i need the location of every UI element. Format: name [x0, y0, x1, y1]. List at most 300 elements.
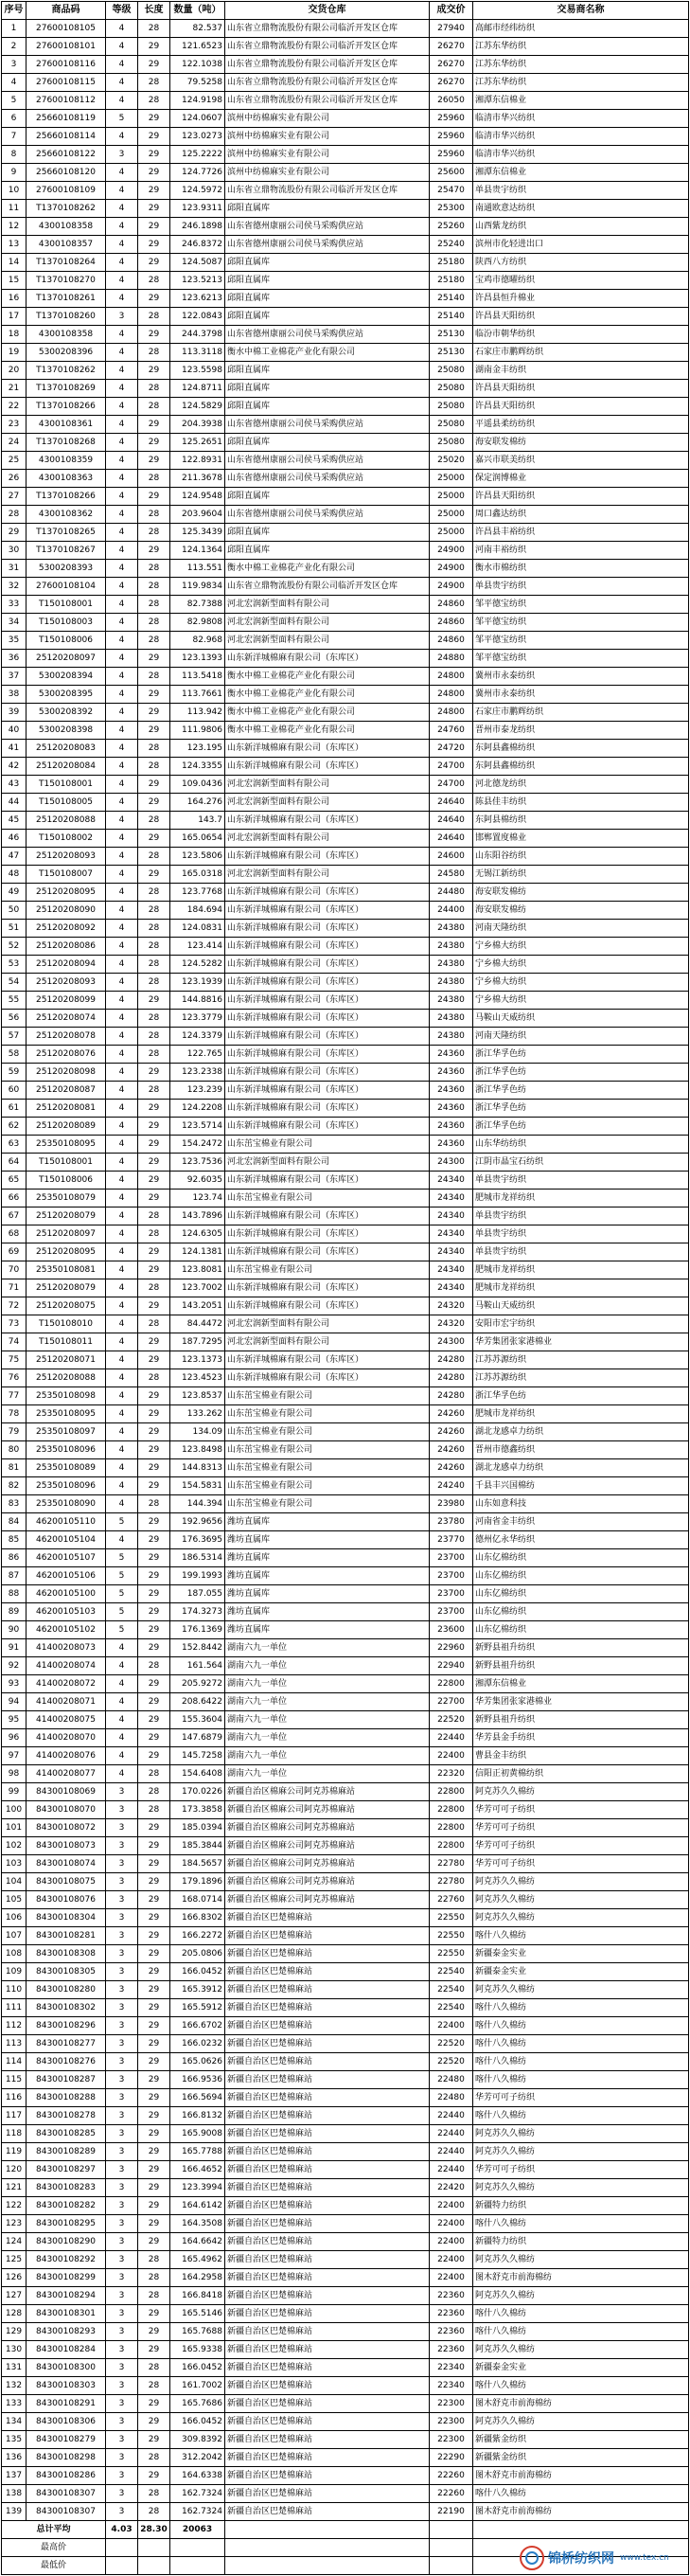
- cell-trader: 石家庄市鹏辉纺织: [473, 704, 689, 722]
- table-row: [2, 992, 689, 1010]
- cell-trader: 新野县祖升纺织: [473, 1639, 689, 1657]
- cell-quantity: 154.6408: [170, 1765, 225, 1783]
- cell-serial: 89: [2, 1603, 27, 1621]
- cell-length: 29: [138, 1927, 170, 1945]
- cell-product-code: 84300108298: [27, 2449, 106, 2467]
- cell-warehouse: 邱阳直属库: [225, 290, 430, 308]
- cell-warehouse: 邱阳直属库: [225, 362, 430, 380]
- cell-product-code: 84300108291: [27, 2395, 106, 2413]
- cell-warehouse: 新疆自治区巴楚棉麻站: [225, 2179, 430, 2197]
- cell-price: 24700: [430, 758, 473, 776]
- cell-price: 22520: [430, 1711, 473, 1729]
- cell-quantity: 109.0436: [170, 776, 225, 794]
- cell-quantity: 124.0831: [170, 920, 225, 938]
- table-row: [2, 2233, 689, 2251]
- cell-length: 29: [138, 1549, 170, 1567]
- cell-quantity: 124.7726: [170, 164, 225, 182]
- cell-serial: 8: [2, 146, 27, 164]
- cell-serial: 101: [2, 1819, 27, 1837]
- cell-quantity: 312.2042: [170, 2449, 225, 2467]
- cell-serial: 100: [2, 1801, 27, 1819]
- cell-quantity: 145.7258: [170, 1747, 225, 1765]
- cell-warehouse: 衡水中棉工业棉花产业化有限公司: [225, 722, 430, 740]
- cell-serial: 99: [2, 1783, 27, 1801]
- cell-warehouse: 山东省立鼎物流股份有限公司临沂开发区仓库: [225, 74, 430, 92]
- cell-length: 29: [138, 1603, 170, 1621]
- cell-product-code: 46200105104: [27, 1531, 106, 1549]
- cell-serial: 83: [2, 1495, 27, 1513]
- min-price-label: 最低价: [2, 2557, 106, 2575]
- cell-serial: 3: [2, 56, 27, 74]
- cell-quantity: 152.8442: [170, 1639, 225, 1657]
- cell-product-code: 5300208394: [27, 668, 106, 686]
- cell-trader: 南通欧意达纺织: [473, 200, 689, 218]
- cell-product-code: 41400208076: [27, 1747, 106, 1765]
- cell-quantity: 166.0452: [170, 2413, 225, 2431]
- cell-length: 28: [138, 758, 170, 776]
- cell-serial: 71: [2, 1279, 27, 1297]
- cell-serial: 23: [2, 416, 27, 434]
- cell-quantity: 208.6422: [170, 1693, 225, 1711]
- cell-quantity: 166.0452: [170, 2359, 225, 2377]
- cell-grade: 4: [106, 254, 138, 272]
- cell-price: 22760: [430, 1891, 473, 1909]
- cell-product-code: 84300108073: [27, 1837, 106, 1855]
- cell-product-code: 84300108303: [27, 2377, 106, 2395]
- cell-warehouse: 山东省德州康丽公司侯马采购供应站: [225, 236, 430, 254]
- cell-trader: 阿克苏久久棉纺: [473, 2251, 689, 2269]
- cell-price: 22400: [430, 1747, 473, 1765]
- cell-warehouse: 湖南六九一单位: [225, 1675, 430, 1693]
- cell-product-code: 84300108277: [27, 2035, 106, 2053]
- cell-quantity: 166.5694: [170, 2089, 225, 2107]
- cell-price: 23600: [430, 1621, 473, 1639]
- cell-price: 24340: [430, 1190, 473, 1208]
- cell-price: 23980: [430, 1495, 473, 1513]
- cell-serial: 126: [2, 2269, 27, 2287]
- header-trader: 交易商名称: [473, 2, 689, 20]
- cell-length: 28: [138, 1028, 170, 1046]
- cell-grade: 4: [106, 398, 138, 416]
- cell-length: 29: [138, 722, 170, 740]
- cell-product-code: 41400208072: [27, 1675, 106, 1693]
- cell-warehouse: 潍坊直属库: [225, 1513, 430, 1531]
- cell-warehouse: 新疆自治区巴楚棉麻站: [225, 1909, 430, 1927]
- cell-grade: 4: [106, 218, 138, 236]
- cell-trader: 阿克苏久久棉纺: [473, 2341, 689, 2359]
- cell-trader: 滨州市化轻进出口: [473, 236, 689, 254]
- cell-product-code: 84300108280: [27, 1981, 106, 1999]
- cell-grade: 4: [106, 776, 138, 794]
- cell-warehouse: 新疆自治区巴楚棉麻站: [225, 2377, 430, 2395]
- cell-trader: 喀什八久棉纺: [473, 2053, 689, 2071]
- cell-quantity: 122.0843: [170, 308, 225, 326]
- cell-warehouse: 新疆自治区棉麻公司阿克苏棉麻站: [225, 1891, 430, 1909]
- table-row: [2, 1495, 689, 1513]
- cell-length: 28: [138, 2485, 170, 2503]
- cell-grade: 5: [106, 1603, 138, 1621]
- cell-serial: 116: [2, 2089, 27, 2107]
- cell-product-code: 25120208090: [27, 902, 106, 920]
- cell-serial: 68: [2, 1225, 27, 1243]
- cell-length: 29: [138, 2323, 170, 2341]
- max-warehouse: [225, 2539, 430, 2557]
- cell-grade: 4: [106, 1675, 138, 1693]
- cell-product-code: 27600108116: [27, 56, 106, 74]
- cell-warehouse: 山东茁宝棉业有限公司: [225, 1190, 430, 1208]
- cell-quantity: 122.1038: [170, 56, 225, 74]
- cell-serial: 93: [2, 1675, 27, 1693]
- cell-serial: 74: [2, 1333, 27, 1351]
- cell-price: 24340: [430, 1261, 473, 1279]
- table-row: [2, 596, 689, 614]
- cell-price: 25000: [430, 488, 473, 506]
- cell-serial: 62: [2, 1118, 27, 1136]
- cell-quantity: 187.7295: [170, 1333, 225, 1351]
- cell-price: 22550: [430, 1909, 473, 1927]
- cell-product-code: 84300108075: [27, 1873, 106, 1891]
- cell-warehouse: 河北宏润新型面料有限公司: [225, 596, 430, 614]
- cell-quantity: 123.195: [170, 740, 225, 758]
- cell-product-code: 25120208094: [27, 956, 106, 974]
- table-row: [2, 2017, 689, 2035]
- cell-serial: 81: [2, 1459, 27, 1477]
- cell-length: 29: [138, 2467, 170, 2485]
- cell-serial: 95: [2, 1711, 27, 1729]
- table-row: [2, 758, 689, 776]
- cell-quantity: 82.537: [170, 20, 225, 38]
- cell-trader: 新疆泰金实业: [473, 1963, 689, 1981]
- cell-warehouse: 河北宏润新型面料有限公司: [225, 830, 430, 848]
- cell-price: 22440: [430, 2125, 473, 2143]
- cell-grade: 4: [106, 1459, 138, 1477]
- cell-grade: 3: [106, 2161, 138, 2179]
- cell-quantity: 123.7002: [170, 1279, 225, 1297]
- cell-price: 25960: [430, 128, 473, 146]
- cell-warehouse: 河北宏润新型面料有限公司: [225, 1315, 430, 1333]
- cell-quantity: 123.414: [170, 938, 225, 956]
- cell-grade: 4: [106, 1028, 138, 1046]
- cell-warehouse: 山东新洋城棉麻有限公司（东库区）: [225, 1243, 430, 1261]
- cell-trader: 华芳集团张家港棉业: [473, 1333, 689, 1351]
- cell-serial: 114: [2, 2053, 27, 2071]
- cell-serial: 15: [2, 272, 27, 290]
- table-row: [2, 1297, 689, 1315]
- cell-product-code: 84300108278: [27, 2107, 106, 2125]
- cell-quantity: 113.7661: [170, 686, 225, 704]
- cell-warehouse: 山东省立鼎物流股份有限公司临沂开发区仓库: [225, 92, 430, 110]
- cell-serial: 133: [2, 2395, 27, 2413]
- cell-trader: 阿克苏久久棉纺: [473, 1981, 689, 1999]
- cell-quantity: 165.0318: [170, 866, 225, 884]
- table-row: [2, 488, 689, 506]
- table-row: [2, 794, 689, 812]
- cell-length: 28: [138, 1369, 170, 1387]
- cell-serial: 51: [2, 920, 27, 938]
- cell-product-code: 25660108122: [27, 146, 106, 164]
- cell-quantity: 144.8313: [170, 1459, 225, 1477]
- cell-quantity: 176.1369: [170, 1621, 225, 1639]
- summary-length: 28.30: [138, 2521, 170, 2539]
- cell-grade: 4: [106, 1261, 138, 1279]
- cell-product-code: 25350108081: [27, 1261, 106, 1279]
- cell-grade: 4: [106, 1639, 138, 1657]
- cell-serial: 84: [2, 1513, 27, 1531]
- summary-label: 总计平均: [2, 2521, 106, 2539]
- cell-trader: 单县贵宇纺织: [473, 578, 689, 596]
- cell-quantity: 161.7002: [170, 2377, 225, 2395]
- cell-warehouse: 邱阳直属库: [225, 272, 430, 290]
- cell-quantity: 162.7324: [170, 2485, 225, 2503]
- cell-trader: 晋州市德鑫纺织: [473, 1441, 689, 1459]
- cell-serial: 10: [2, 182, 27, 200]
- cell-trader: 阿克苏久久棉纺: [473, 2125, 689, 2143]
- cell-grade: 4: [106, 1315, 138, 1333]
- cell-trader: 河南天隆纺织: [473, 920, 689, 938]
- watermark-text: 锦桥纺织网: [548, 2551, 614, 2567]
- cell-price: 24600: [430, 848, 473, 866]
- cell-quantity: 124.3379: [170, 1028, 225, 1046]
- cell-grade: 3: [106, 1783, 138, 1801]
- table-row: [2, 1243, 689, 1261]
- cell-warehouse: 山东新洋城棉麻有限公司（东库区）: [225, 1208, 430, 1225]
- cell-serial: 70: [2, 1261, 27, 1279]
- cell-length: 29: [138, 1855, 170, 1873]
- table-row: [2, 2143, 689, 2161]
- cell-grade: 4: [106, 524, 138, 542]
- cell-product-code: 27600108104: [27, 578, 106, 596]
- cell-grade: 4: [106, 758, 138, 776]
- cell-quantity: 124.8711: [170, 380, 225, 398]
- table-row: [2, 1909, 689, 1927]
- table-row: [2, 1315, 689, 1333]
- cell-grade: 4: [106, 200, 138, 218]
- cell-product-code: 5300208393: [27, 560, 106, 578]
- cell-length: 28: [138, 1208, 170, 1225]
- cell-warehouse: 河北宏润新型面料有限公司: [225, 866, 430, 884]
- table-row: [2, 2305, 689, 2323]
- cell-product-code: 4300108363: [27, 470, 106, 488]
- cell-trader: 邹平德宝纺织: [473, 632, 689, 650]
- cell-length: 29: [138, 1621, 170, 1639]
- cell-warehouse: 新疆自治区巴楚棉麻站: [225, 1963, 430, 1981]
- cell-serial: 27: [2, 488, 27, 506]
- cell-grade: 4: [106, 20, 138, 38]
- cell-warehouse: 新疆自治区巴楚棉麻站: [225, 2269, 430, 2287]
- table-row: [2, 650, 689, 668]
- cell-product-code: T150108011: [27, 1333, 106, 1351]
- table-row: [2, 866, 689, 884]
- cell-serial: 49: [2, 884, 27, 902]
- cell-trader: 河南丰裕纺织: [473, 542, 689, 560]
- cell-quantity: 84.4472: [170, 1315, 225, 1333]
- cell-trader: 冀州市永泰纺织: [473, 668, 689, 686]
- cell-quantity: 165.5146: [170, 2305, 225, 2323]
- cell-serial: 25: [2, 452, 27, 470]
- cell-price: 24360: [430, 1064, 473, 1082]
- table-row: [2, 884, 689, 902]
- cell-grade: 4: [106, 1765, 138, 1783]
- cell-quantity: 205.9272: [170, 1675, 225, 1693]
- cell-length: 29: [138, 650, 170, 668]
- cell-length: 28: [138, 848, 170, 866]
- cell-serial: 69: [2, 1243, 27, 1261]
- cell-warehouse: 山东省德州康丽公司侯马采购供应站: [225, 326, 430, 344]
- cell-trader: 山东亿棉纺织: [473, 1549, 689, 1567]
- cell-trader: 平遥县柔纺纺织: [473, 416, 689, 434]
- cell-product-code: 84300108286: [27, 2467, 106, 2485]
- table-row: [2, 200, 689, 218]
- cell-length: 29: [138, 488, 170, 506]
- cell-product-code: T1370108265: [27, 524, 106, 542]
- cell-trader: 华芳可可子纺织: [473, 1855, 689, 1873]
- cell-product-code: 25120208071: [27, 1351, 106, 1369]
- cell-length: 28: [138, 1082, 170, 1100]
- table-row: [2, 1837, 689, 1855]
- cell-trader: 新疆特力纺织: [473, 2233, 689, 2251]
- cell-trader: 石家庄市鹏辉纺织: [473, 344, 689, 362]
- cell-trader: 河南省金丰纺织: [473, 1513, 689, 1531]
- cell-grade: 4: [106, 1711, 138, 1729]
- cell-quantity: 124.2208: [170, 1100, 225, 1118]
- cell-warehouse: 新疆自治区巴楚棉麻站: [225, 2071, 430, 2089]
- cell-warehouse: 山东茁宝棉业有限公司: [225, 1387, 430, 1405]
- table-row: [2, 1819, 689, 1837]
- table-row: [2, 1351, 689, 1369]
- cell-grade: 3: [106, 2089, 138, 2107]
- cell-grade: 4: [106, 956, 138, 974]
- cell-length: 29: [138, 1351, 170, 1369]
- cell-warehouse: 滨州中纺棉麻实业有限公司: [225, 146, 430, 164]
- cell-grade: 3: [106, 2449, 138, 2467]
- cell-warehouse: 新疆自治区巴楚棉麻站: [225, 2449, 430, 2467]
- cell-price: 24400: [430, 902, 473, 920]
- cell-trader: 喀什八久棉纺: [473, 2107, 689, 2125]
- cell-trader: 阿克苏久久棉纺: [473, 2179, 689, 2197]
- cell-product-code: 27600108112: [27, 92, 106, 110]
- cell-serial: 39: [2, 704, 27, 722]
- cell-serial: 44: [2, 794, 27, 812]
- cell-quantity: 165.7686: [170, 2395, 225, 2413]
- cell-serial: 111: [2, 1999, 27, 2017]
- cell-price: 26270: [430, 38, 473, 56]
- cell-quantity: 154.5831: [170, 1477, 225, 1495]
- cell-warehouse: 邱阳直属库: [225, 524, 430, 542]
- cell-length: 28: [138, 74, 170, 92]
- cell-trader: 晋州市泰龙纺织: [473, 722, 689, 740]
- cell-price: 24640: [430, 830, 473, 848]
- table-row: [2, 1801, 689, 1819]
- cell-product-code: 25120208095: [27, 884, 106, 902]
- cell-quantity: 124.1381: [170, 1243, 225, 1261]
- cell-trader: 浙江华孚色纺: [473, 1082, 689, 1100]
- cell-quantity: 123.8081: [170, 1261, 225, 1279]
- cell-grade: 4: [106, 596, 138, 614]
- cell-trader: 阿克苏久久棉纺: [473, 2413, 689, 2431]
- cell-quantity: 122.8931: [170, 452, 225, 470]
- cell-warehouse: 新疆自治区棉麻公司阿克苏棉麻站: [225, 1783, 430, 1801]
- cell-price: 24480: [430, 884, 473, 902]
- cell-product-code: 25350108079: [27, 1190, 106, 1208]
- cell-product-code: 27600108109: [27, 182, 106, 200]
- cell-length: 28: [138, 2359, 170, 2377]
- table-row: [2, 2197, 689, 2215]
- cell-product-code: 46200105107: [27, 1549, 106, 1567]
- cell-serial: 78: [2, 1405, 27, 1423]
- table-row: [2, 1100, 689, 1118]
- table-row: [2, 2341, 689, 2359]
- cell-price: 25960: [430, 110, 473, 128]
- table-row: [2, 1208, 689, 1225]
- cell-grade: 4: [106, 1333, 138, 1351]
- cell-grade: 3: [106, 2197, 138, 2215]
- cell-product-code: 84300108299: [27, 2269, 106, 2287]
- cell-warehouse: 山东省立鼎物流股份有限公司临沂开发区仓库: [225, 182, 430, 200]
- table-row: [2, 812, 689, 830]
- table-row: [2, 2413, 689, 2431]
- table-row: [2, 2269, 689, 2287]
- cell-grade: 4: [106, 1172, 138, 1190]
- cell-length: 29: [138, 2413, 170, 2431]
- summary-row-average: [2, 2521, 689, 2539]
- cell-trader: 邹平德宝纺织: [473, 650, 689, 668]
- cell-trader: 无锡江新纺织: [473, 866, 689, 884]
- cell-length: 28: [138, 308, 170, 326]
- cell-product-code: 25120208089: [27, 1118, 106, 1136]
- cell-quantity: 165.9338: [170, 2341, 225, 2359]
- cell-length: 29: [138, 1333, 170, 1351]
- cell-serial: 77: [2, 1387, 27, 1405]
- cell-grade: 4: [106, 866, 138, 884]
- cell-length: 29: [138, 1100, 170, 1118]
- cell-warehouse: 新疆自治区棉麻公司阿克苏棉麻站: [225, 1855, 430, 1873]
- cell-price: 25300: [430, 200, 473, 218]
- cell-product-code: 84300108292: [27, 2251, 106, 2269]
- cell-length: 29: [138, 704, 170, 722]
- table-row: [2, 146, 689, 164]
- cell-length: 29: [138, 1999, 170, 2017]
- cell-length: 29: [138, 2053, 170, 2071]
- table-row: [2, 1459, 689, 1477]
- cell-serial: 112: [2, 2017, 27, 2035]
- site-watermark: [520, 2544, 681, 2572]
- cell-serial: 36: [2, 650, 27, 668]
- cell-grade: 4: [106, 416, 138, 434]
- cell-length: 28: [138, 398, 170, 416]
- cell-trader: 单县贵宇纺织: [473, 1208, 689, 1225]
- cell-quantity: 165.0626: [170, 2053, 225, 2071]
- cell-length: 29: [138, 38, 170, 56]
- cell-length: 29: [138, 1243, 170, 1261]
- cell-product-code: 25350108089: [27, 1459, 106, 1477]
- cell-trader: 邯郸置度棉业: [473, 830, 689, 848]
- cell-trader: 阿克苏久久棉纺: [473, 1891, 689, 1909]
- cell-grade: 3: [106, 2179, 138, 2197]
- cell-product-code: 25660108120: [27, 164, 106, 182]
- cell-warehouse: 山东茁宝棉业有限公司: [225, 1477, 430, 1495]
- table-row: [2, 1783, 689, 1801]
- cell-quantity: 82.7388: [170, 596, 225, 614]
- cell-quantity: 165.7788: [170, 2143, 225, 2161]
- cell-trader: 邹平德宝纺织: [473, 596, 689, 614]
- cell-quantity: 184.5657: [170, 1855, 225, 1873]
- cell-trader: 湘潭东信棉业: [473, 1675, 689, 1693]
- cell-warehouse: 湖南六九一单位: [225, 1747, 430, 1765]
- cell-price: 22400: [430, 2251, 473, 2269]
- cell-trader: 阿克苏久久棉纺: [473, 1783, 689, 1801]
- cell-quantity: 166.8132: [170, 2107, 225, 2125]
- cell-quantity: 173.3858: [170, 1801, 225, 1819]
